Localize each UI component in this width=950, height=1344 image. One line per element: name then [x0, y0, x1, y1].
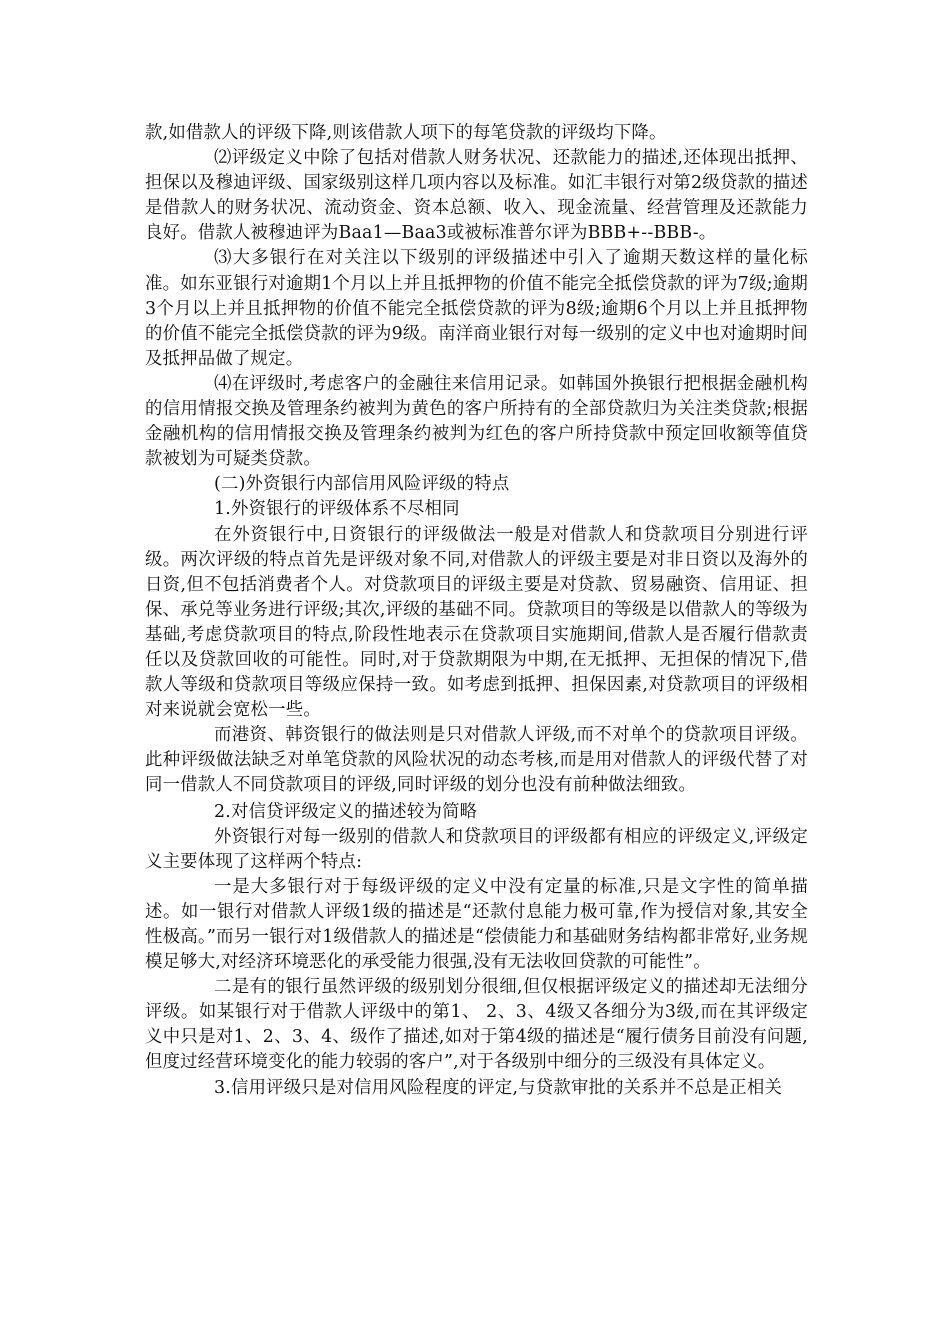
- subheading-credit-rating-approval: 3.信用评级只是对信用风险程度的评定,与贷款审批的关系并不总是正相关: [214, 1077, 783, 1098]
- paragraph-item-4: ⑷在评级时,考虑客户的金融往来信用记录。如韩国外换银行把根据金融机构的信用情报交换及管理条约被判为黄色的客户所持有的全部贷款归为关注类贷款;根据金融机构的信用情报交换及管理条约被判为红色的客户所持贷款中预定回收额等值贷款被划为可疑类贷款。: [145, 373, 808, 470]
- section-heading-features: (二)外资银行内部信用风险评级的特点: [214, 474, 510, 495]
- paragraph-definition-features: 外资银行对每一级别的借款人和贷款项目的评级都有相应的评级定义,评级定义主要体现了这样两个特点:: [145, 826, 808, 872]
- paragraph-feature-one: 一是大多银行对于每级评级的定义中没有定量的标准,只是文字性的简单描述。如一银行对借款人评级1级的描述是“还款付息能力极可靠,作为授信对象,其安全性极高。”而另一银行对1级借款人的描述是“偿债能力和基础财务结构都非常好,业务规模足够大,对经济环境恶化的承受能力很强,没有无法收回贷款的可能性”。: [145, 876, 808, 973]
- paragraph-feature-two: 二是有的银行虽然评级的级别划分很细,但仅根据评级定义的描述却无法细分评级。如某银行对于借款人评级中的第1、 2、3、4级又各细分为3级,而在其评级定义中只是对1、2、3、4、级作了描述,如对于第4级的描述是“履行债务目前没有问题,但度过经营环境变化的能力较弱的客户”,对于各级别中细分的三级没有具体定义。: [145, 977, 808, 1073]
- subheading-rating-definitions: 2.对信贷评级定义的描述较为简略: [214, 801, 478, 822]
- paragraph-japanese-banks: 在外资银行中,日资银行的评级做法一般是对借款人和贷款项目分别进行评级。两次评级的特点首先是评级对象不同,对借款人的评级主要是对非日资以及海外的日资,但不包括消费者个人。对贷款项目的评级主要是对贷款、贸易融资、信用证、担保、承兑等业务进行评级;其次,评级的基础不同。贷款项目的等级是以借款人的等级为基础,考虑贷款项目的特点,阶段性地表示在贷款项目实施期间,借款人是否履行借款责任以及贷款回收的可能性。同时,对于贷款期限为中期,在无抵押、无担保的情况下,借款人等级和贷款项目等级应保持一致。如考虑到抵押、担保因素,对贷款项目的评级相对来说就会宽松一些。: [145, 524, 808, 721]
- paragraph-continuation: 款,如借款人的评级下降,则该借款人项下的每笔贷款的评级均下降。: [145, 123, 667, 143]
- paragraph-hk-korean-banks: 而港资、韩资银行的做法则是只对借款人评级,而不对单个的贷款项目评级。此种评级做法缺乏对单笔贷款的风险状况的动态考核,而是用对借款人的评级代替了对同一借款人不同贷款项目的评级,同时评级的划分也没有前种做法细致。: [145, 725, 808, 796]
- paragraph-item-3: ⑶大多银行在对关注以下级别的评级描述中引入了逾期天数这样的量化标准。如东亚银行对逾期1个月以上并且抵押物的价值不能完全抵偿贷款的评为7级;逾期3个月以上并且抵押物的价值不能完全抵偿贷款的评为8级;逾期6个月以上并且抵押物的价值不能完全抵偿贷款的评为9级。南洋商业银行对每一级别的定义中也对逾期时间及抵押品做了规定。: [145, 248, 808, 369]
- subheading-rating-systems: 1.外资银行的评级体系不尽相同: [214, 499, 460, 520]
- document-body: [145, 121, 808, 1101]
- paragraph-item-2: ⑵评级定义中除了包括对借款人财务状况、还款能力的描述,还体现出抵押、担保以及穆迪评级、国家级别这样几项内容以及标准。如汇丰银行对第2级贷款的描述是借款人的财务状况、流动资金、资本总额、收入、现金流量、经营管理及还款能力良好。借款人被穆迪评为Baa1—Baa3或被标准普尔评为BBB+--BBB-。: [145, 148, 808, 244]
